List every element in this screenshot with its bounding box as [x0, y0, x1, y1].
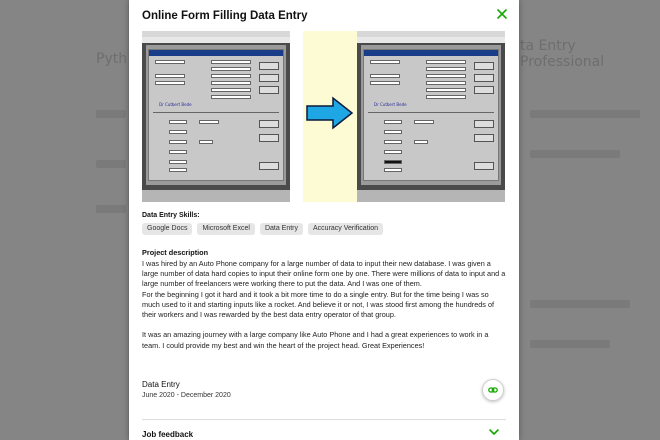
form-label: Dr Cutbert Bede	[374, 102, 407, 107]
form-divider	[368, 112, 494, 113]
form-field	[211, 60, 251, 64]
form-field	[414, 120, 434, 124]
form-field	[199, 120, 219, 124]
skill-tag[interactable]: Accuracy Verification	[308, 223, 383, 235]
form-field	[384, 130, 402, 134]
project-image[interactable]	[142, 31, 505, 202]
form-titlebar	[364, 50, 498, 56]
form-field	[426, 67, 466, 71]
section-divider	[142, 419, 506, 420]
form-field	[370, 60, 400, 64]
form-field	[155, 74, 185, 78]
skill-tag[interactable]: Microsoft Excel	[197, 223, 254, 235]
form-button	[259, 62, 279, 70]
form-field	[169, 168, 187, 172]
description-paragraph: For the beginning I got it hard and it took a bit more time to do a single entry. But for the time being I was so much used to it and starting inputs like a rocket. And believe it or not, I was stood first among the hundreds of their workers and I was rewarded by the best data entry operator of that group.	[142, 289, 495, 320]
form-field	[169, 120, 187, 124]
form-field	[169, 150, 187, 154]
right-arrow-icon	[303, 95, 355, 131]
form-button	[474, 86, 494, 94]
form-field	[211, 95, 251, 99]
form-field	[426, 81, 466, 85]
form-button	[474, 62, 494, 70]
job-title: Data Entry	[142, 380, 180, 389]
form-field	[384, 120, 402, 124]
chevron-down-icon[interactable]	[489, 428, 499, 436]
form-field	[211, 74, 251, 78]
close-button[interactable]	[493, 6, 511, 24]
form-field	[384, 150, 402, 154]
background-bar	[530, 300, 630, 308]
background-bar	[530, 340, 610, 348]
form-field	[211, 81, 251, 85]
form-window	[363, 49, 499, 181]
form-button	[259, 74, 279, 82]
close-icon	[497, 9, 507, 19]
form-field	[414, 140, 428, 144]
job-feedback-toggle[interactable]: Job feedback	[142, 430, 194, 439]
window-taskbar	[357, 190, 505, 202]
project-description	[142, 259, 508, 351]
form-button	[259, 120, 279, 128]
after-screenshot	[357, 31, 505, 202]
form-titlebar	[149, 50, 283, 56]
view-job-link-button[interactable]	[482, 379, 504, 401]
form-button	[474, 134, 494, 142]
before-screenshot	[142, 31, 290, 202]
form-field	[169, 130, 187, 134]
form-label: Dr Cutbert Bede	[159, 102, 192, 107]
background-bar	[96, 160, 126, 168]
form-field	[426, 60, 466, 64]
form-field	[169, 140, 187, 144]
form-button	[259, 162, 279, 170]
background-bar	[530, 150, 620, 158]
form-field	[211, 67, 251, 71]
form-button	[474, 120, 494, 128]
form-button	[259, 134, 279, 142]
modal-title: Online Form Filling Data Entry	[142, 10, 308, 22]
window-menubar	[142, 37, 290, 43]
background-heading-right: ta Entry Professional	[520, 38, 605, 70]
description-paragraph: I was hired by an Auto Phone company for a large number of data to input their new database. I was given a large number of data hard copies to input their online form one by one. There were millions of data to input and a large number of freelancers were working there to put the data. And I was one of them.	[142, 259, 506, 289]
window-taskbar	[142, 190, 290, 202]
form-field	[426, 95, 466, 99]
background-bar	[96, 205, 126, 213]
form-field	[370, 81, 400, 85]
skill-tag[interactable]: Google Docs	[142, 223, 192, 235]
window-menubar	[357, 37, 505, 43]
skills-heading: Data Entry Skills:	[142, 212, 200, 219]
form-button	[474, 162, 494, 170]
job-dates: June 2020 - December 2020	[142, 392, 231, 399]
form-field	[426, 88, 466, 92]
link-icon	[488, 385, 498, 395]
modal-header	[129, 0, 519, 32]
form-field	[199, 140, 213, 144]
job-info	[142, 380, 506, 399]
form-field	[370, 74, 400, 78]
form-field	[155, 60, 185, 64]
form-window	[148, 49, 284, 181]
form-field	[426, 74, 466, 78]
form-field	[384, 140, 402, 144]
background-bar	[96, 110, 126, 118]
description-heading: Project description	[142, 248, 209, 257]
portfolio-modal	[129, 0, 519, 440]
form-field	[211, 88, 251, 92]
form-field	[155, 81, 185, 85]
form-field	[384, 168, 402, 172]
form-button	[474, 74, 494, 82]
background-heading-left: Pyth	[96, 51, 128, 67]
skills-list	[142, 223, 383, 235]
background-bar	[530, 110, 640, 118]
description-paragraph: It was an amazing journey with a large company like Auto Phone and I had a great experiences to work in a team. I could provide my best and win the heart of the project head. Great Experiences!	[142, 330, 489, 350]
skill-tag[interactable]: Data Entry	[260, 223, 303, 235]
form-divider	[153, 112, 279, 113]
form-button	[259, 86, 279, 94]
form-field	[384, 160, 402, 164]
form-field	[169, 160, 187, 164]
